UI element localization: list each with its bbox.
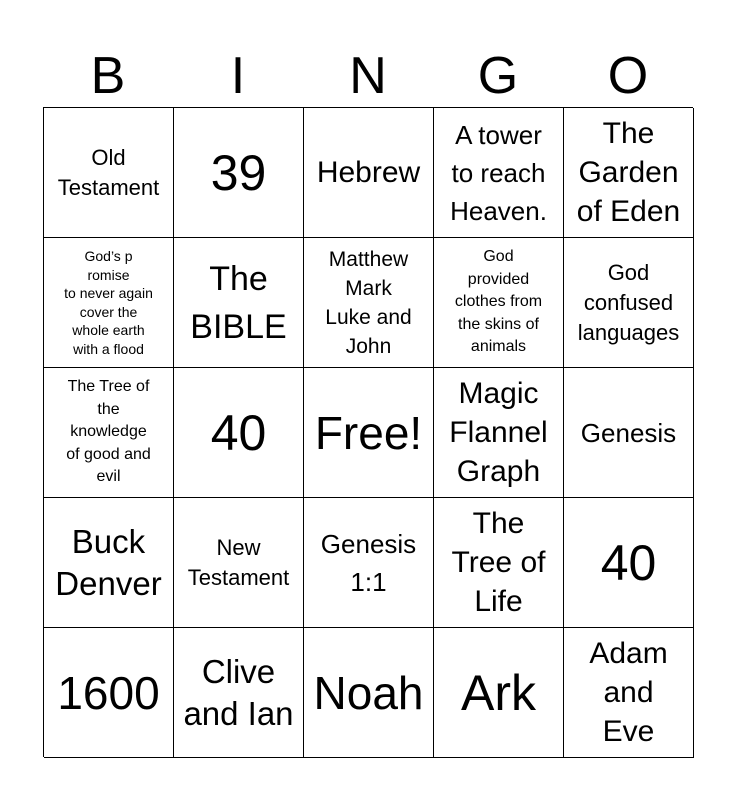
bingo-cell-r2c3[interactable] bbox=[304, 238, 434, 368]
cell-text: Old Testament bbox=[57, 144, 160, 200]
bingo-cell-r1c4[interactable] bbox=[434, 108, 564, 238]
bingo-cell-r4c4[interactable] bbox=[434, 498, 564, 628]
header-letter-n: N bbox=[349, 47, 387, 105]
bingo-cell-r2c4[interactable] bbox=[434, 238, 564, 368]
bingo-cell-r5c2[interactable] bbox=[174, 628, 304, 758]
cell-text: The Tree of Life bbox=[451, 507, 546, 618]
cell-text: New Testament bbox=[187, 534, 290, 590]
bingo-cell-r3c2[interactable] bbox=[174, 368, 304, 498]
bingo-board bbox=[43, 107, 693, 757]
cell-text: 39 bbox=[210, 144, 267, 201]
bingo-cell-r5c5[interactable] bbox=[564, 628, 694, 758]
cell-text: Buck Denver bbox=[55, 522, 162, 602]
bingo-cell-r5c3[interactable] bbox=[304, 628, 434, 758]
cell-text: The Tree of the knowledge of good and evil bbox=[66, 378, 151, 486]
cell-text: Adam and Eve bbox=[589, 637, 668, 748]
bingo-cell-r3c4[interactable] bbox=[434, 368, 564, 498]
bingo-cell-r4c2[interactable] bbox=[174, 498, 304, 628]
cell-text: Matthew Mark Luke and John bbox=[325, 247, 412, 358]
header-letter-b: B bbox=[90, 47, 126, 105]
cell-text: God provided clothes from the skins of animals bbox=[454, 248, 543, 356]
cell-text: Noah bbox=[313, 666, 424, 719]
bingo-cell-r1c1[interactable] bbox=[44, 108, 174, 238]
bingo-cell-r3c5[interactable] bbox=[564, 368, 694, 498]
bingo-cell-r4c3[interactable] bbox=[304, 498, 434, 628]
bingo-cell-r3c1[interactable] bbox=[44, 368, 174, 498]
cell-text: The Garden of Eden bbox=[576, 117, 681, 228]
cell-text: Free! bbox=[314, 406, 423, 459]
cell-text: God’s p romise to never again cover the whole earth with a flood bbox=[64, 248, 153, 357]
header-letter-i: I bbox=[230, 47, 246, 105]
header-letter-g: G bbox=[477, 47, 519, 105]
bingo-cell-r4c1[interactable] bbox=[44, 498, 174, 628]
cell-text: Clive and Ian bbox=[183, 652, 294, 732]
bingo-cell-r1c3[interactable] bbox=[304, 108, 434, 238]
bingo-cell-r2c1[interactable] bbox=[44, 238, 174, 368]
cell-text: Magic Flannel Graph bbox=[449, 377, 548, 488]
cell-text: 1600 bbox=[57, 666, 160, 719]
bingo-cell-r3c3[interactable] bbox=[304, 368, 434, 498]
bingo-cell-r5c4[interactable] bbox=[434, 628, 564, 758]
cell-text: A tower to reach Heaven. bbox=[450, 119, 547, 226]
bingo-cell-r1c2[interactable] bbox=[174, 108, 304, 238]
cell-text: The BIBLE bbox=[190, 259, 287, 346]
cell-text: Ark bbox=[461, 664, 536, 721]
bingo-cell-r1c5[interactable] bbox=[564, 108, 694, 238]
bingo-cell-r4c5[interactable] bbox=[564, 498, 694, 628]
bingo-cell-r5c1[interactable] bbox=[44, 628, 174, 758]
cell-text: God confused languages bbox=[577, 259, 680, 345]
header-letter-o: O bbox=[607, 47, 649, 105]
cell-text: Hebrew bbox=[316, 156, 421, 189]
cell-text: Genesis bbox=[580, 417, 677, 448]
bingo-cell-r2c5[interactable] bbox=[564, 238, 694, 368]
cell-text: Genesis 1:1 bbox=[320, 528, 417, 597]
bingo-cell-r2c2[interactable] bbox=[174, 238, 304, 368]
cell-text: 40 bbox=[210, 404, 267, 461]
cell-text: 40 bbox=[600, 534, 657, 591]
bingo-header bbox=[43, 46, 693, 106]
